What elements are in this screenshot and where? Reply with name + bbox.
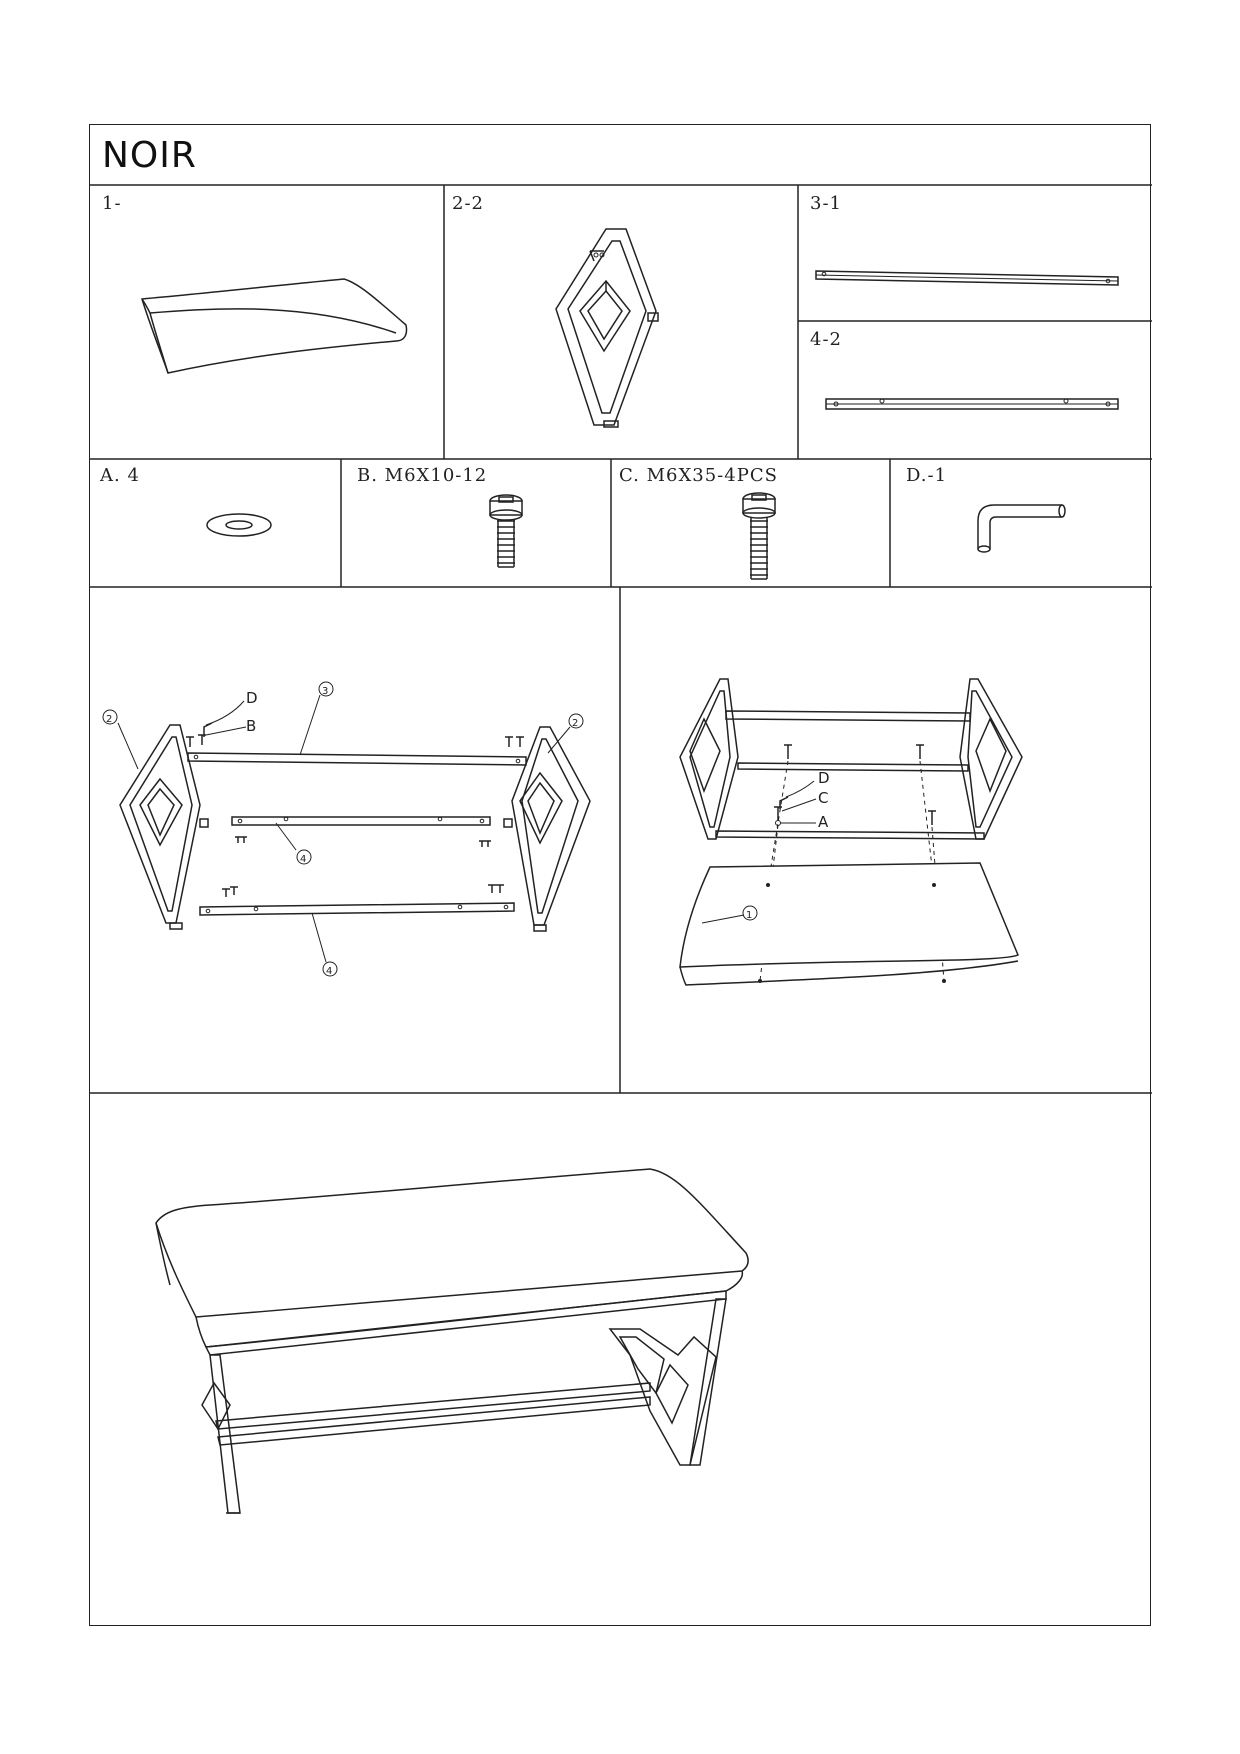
hardware-a-label: A. 4 [100,465,140,486]
part-3-cell [798,185,1152,321]
hardware-b-cell [341,459,611,587]
callout-c: C [818,789,829,807]
callout-part-1: 1 [746,910,753,921]
washer-icon [90,459,341,587]
part-4-label: 4-2 [810,329,842,350]
callout-d: D [246,689,258,707]
callout-part-3: 3 [322,686,329,697]
callout-part-4-bottom: 4 [326,966,333,977]
product-title: NOIR [102,135,197,176]
bolt-short-icon [341,459,611,587]
step-2-assembly [620,587,1152,1093]
hardware-d-label: D.-1 [906,465,948,486]
bolt-long-icon [611,459,890,587]
callout-b: B [246,717,257,735]
long-rail-drawing [798,185,1152,321]
seat-cushion-drawing [90,185,444,459]
part-2-cell [444,185,798,459]
callout-part-2-right: 2 [572,718,579,729]
part-1-cell [90,185,444,459]
part-4-cell [798,321,1152,459]
part-2-label: 2-2 [452,193,484,214]
allen-key-icon [890,459,1152,587]
callout-part-2-left: 2 [106,714,113,725]
hardware-a-cell [90,459,341,587]
callout-a: A [818,813,829,831]
side-frame-drawing [444,185,798,459]
callout-d: D [818,769,830,787]
hardware-d-cell [890,459,1152,587]
hardware-c-cell [611,459,890,587]
instruction-sheet [89,124,1151,1626]
final-bench [90,1093,1152,1627]
part-1-label: 1- [102,193,122,214]
part-3-label: 3-1 [810,193,842,214]
stretcher-drawing [798,321,1152,459]
hardware-c-label: C. M6X35-4PCS [619,465,778,486]
step-1-drawing [90,587,620,1093]
assembled-bench-drawing [90,1093,1152,1627]
step-1-assembly [90,587,620,1093]
hardware-b-label: B. M6X10-12 [357,465,488,486]
step-2-drawing [620,587,1152,1093]
callout-part-4-middle: 4 [300,854,307,865]
